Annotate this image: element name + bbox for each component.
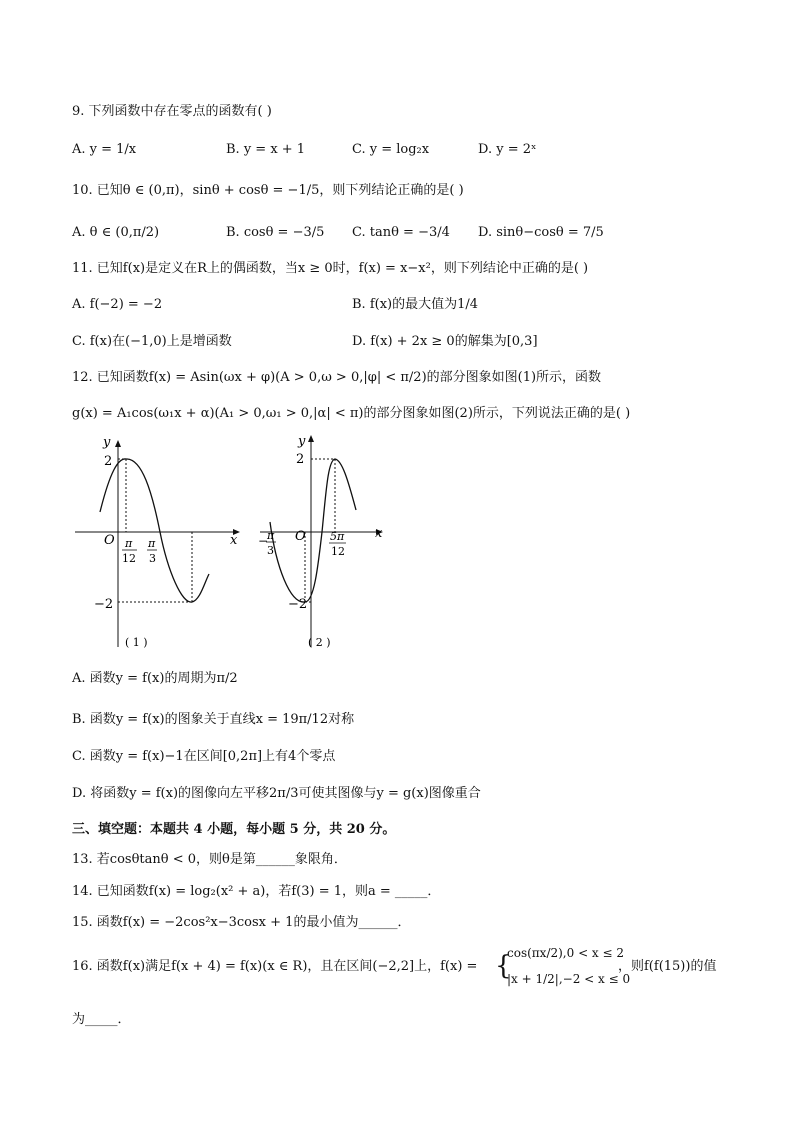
graph1-x-axis-label: x — [230, 533, 238, 548]
graph2-x-axis-label: x — [375, 526, 383, 541]
q14: 14. 已知函数f(x) = log₂(x² + a)，若f(3) = 1，则a = _____． — [72, 884, 441, 899]
q10-option-c: C. tanθ = −3/4 — [352, 225, 450, 240]
q16-case-2: |x + 1/2|,−2 < x ≤ 0 — [507, 972, 631, 986]
graph1-xtick2-den: 3 — [149, 552, 156, 565]
graph1-y-axis-label: y — [103, 435, 111, 450]
q10-option-b: B. cosθ = −3/5 — [226, 225, 325, 240]
q12-option-c: C. 函数y = f(x)−1在区间[0,2π]上有4个零点 — [72, 749, 336, 764]
q10-option-a: A. θ ∈ (0,π/2) — [72, 225, 160, 240]
q11-option-b: B. f(x)的最大值为1/4 — [352, 297, 479, 312]
q12-option-b: B. 函数y = f(x)的图象关于直线x = 19π/12对称 — [72, 712, 355, 727]
graph1-xtick1-den: 12 — [122, 552, 136, 565]
graph1-xtick2-num: π — [148, 537, 156, 550]
graph-1 — [70, 432, 250, 652]
q16-case-1: cos(πx/2),0 < x ≤ 2 — [507, 946, 625, 960]
graph2-xtick-right-num: 5π — [330, 530, 345, 543]
graph2-xtick-left-sign: − — [258, 534, 269, 548]
q16-end: 为_____． — [72, 1012, 131, 1027]
section-3-heading: 三、填空题：本题共 4 小题，每小题 5 分，共 20 分。 — [72, 822, 396, 837]
q10-stem: 10. 已知θ ∈ (0,π)，sinθ + cosθ = −1/5，则下列结论正确的是( ) — [72, 183, 464, 198]
q9-stem: 9. 下列函数中存在零点的函数有( ) — [72, 104, 272, 119]
q12-option-a: A. 函数y = f(x)的周期为π/2 — [72, 671, 238, 686]
q11-option-c: C. f(x)在(−1,0)上是增函数 — [72, 334, 232, 349]
graph1-curve — [100, 459, 209, 602]
graph1-caption: ( 1 ) — [125, 636, 148, 649]
q16-text: 16. 函数f(x)满足f(x + 4) = f(x)(x ∈ R)，且在区间(−2,2]上，f(x) = — [72, 959, 478, 974]
graph2-xtick-left-den: 3 — [267, 544, 274, 557]
graph2-caption: ( 2 ) — [308, 636, 331, 649]
q15: 15. 函数f(x) = −2cos²x−3cosx + 1的最小值为______． — [72, 915, 411, 930]
q11-option-d: D. f(x) + 2x ≥ 0的解集为[0,3] — [352, 334, 538, 349]
graph2-xtick-left-num: π — [267, 529, 275, 542]
q9-option-a: A. y = 1/x — [72, 142, 137, 157]
graph2-y-bottom-label: −2 — [288, 597, 308, 612]
q16-tail: ，则f(f(15))的值 — [618, 959, 717, 974]
graph2-y-axis-label: y — [298, 434, 306, 449]
q9-option-b: B. y = x + 1 — [226, 142, 306, 157]
q13: 13. 若cosθtanθ < 0，则θ是第______象限角． — [72, 852, 347, 867]
graph2-origin-label: O — [295, 529, 306, 544]
q9-option-c: C. y = log₂x — [352, 142, 430, 157]
q11-option-a: A. f(−2) = −2 — [72, 297, 163, 312]
graph2-xtick-right-den: 12 — [331, 545, 345, 558]
graph1-xtick1-num: π — [125, 537, 133, 550]
graph1-y-top-label: 2 — [104, 454, 113, 469]
graph2-y-top-label: 2 — [296, 452, 305, 467]
q12-stem-line2: g(x) = A₁cos(ω₁x + α)(A₁ > 0,ω₁ > 0,|α| < π)的部分图象如图(2)所示，下列说法正确的是( ) — [72, 406, 631, 421]
q11-stem: 11. 已知f(x)是定义在R上的偶函数，当x ≥ 0时，f(x) = x−x²，则下列结论中正确的是( ) — [72, 261, 589, 276]
q16-brace: { — [495, 951, 512, 981]
q12-option-d: D. 将函数y = f(x)的图像向左平移2π/3可使其图像与y = g(x)图像重合 — [72, 786, 481, 801]
q10-option-d: D. sinθ−cosθ = 7/5 — [478, 225, 604, 240]
q12-stem-line1: 12. 已知函数f(x) = Asin(ωx + φ)(A > 0,ω > 0,|φ| < π/2)的部分图象如图(1)所示，函数 — [72, 370, 602, 385]
graph-2 — [258, 432, 398, 652]
q9-option-d: D. y = 2ˣ — [478, 142, 537, 157]
graph1-origin-label: O — [104, 533, 115, 548]
graph1-y-bottom-label: −2 — [94, 597, 114, 612]
